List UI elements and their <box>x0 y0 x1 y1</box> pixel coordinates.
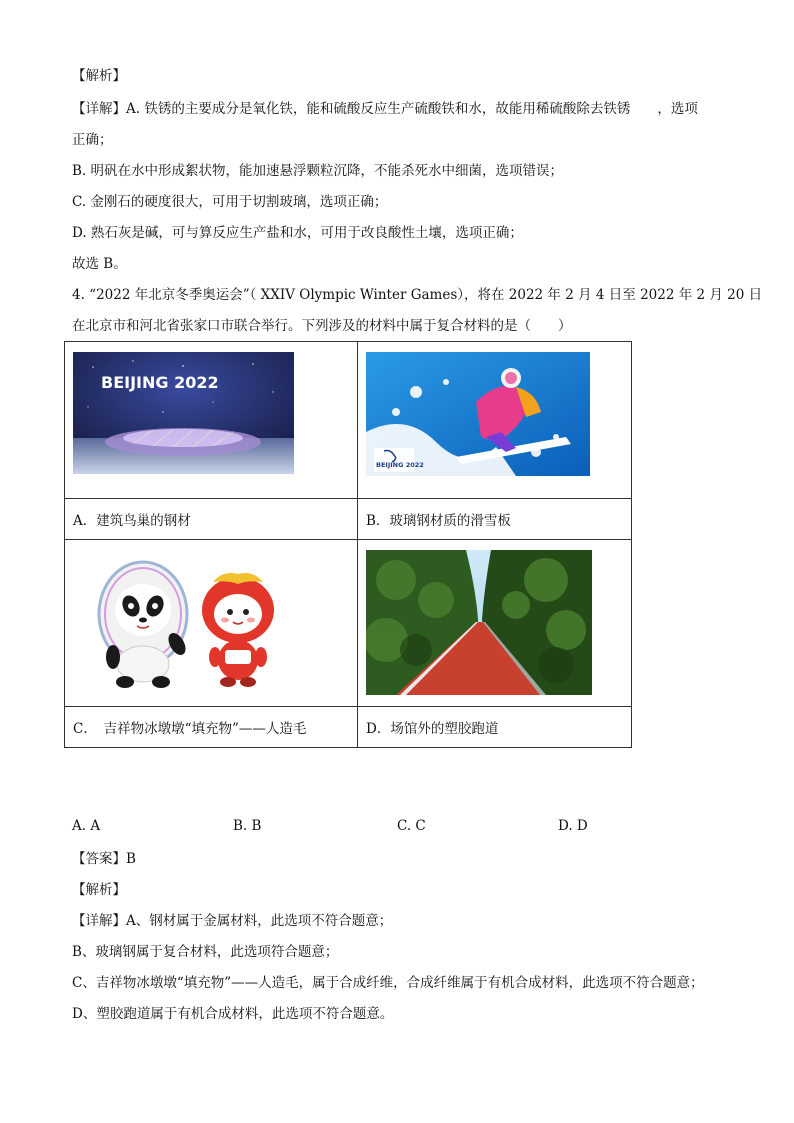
choice-a[interactable]: A. A <box>72 818 101 834</box>
choice-b[interactable]: B. B <box>233 818 262 834</box>
detail-answer-a: 【详解】A、钢材属于金属材料，此选项不符合题意； <box>72 913 393 929</box>
detail-line-a: 【详解】A. 铁锈的主要成分是氧化铁，能和硫酸反应生产硫酸铁和水，故能用稀硫酸除去铁锈 ，选项 <box>72 101 698 117</box>
detail-answer-d: D、塑胶跑道属于有机合成材料，此选项不符合题意。 <box>72 1006 394 1022</box>
detail-line-b: B. 明矾在水中形成絮状物，能加速悬浮颗粒沉降，不能杀死水中细菌，选项错误； <box>72 163 564 179</box>
detail-line-c: C. 金刚石的硬度很大，可用于切割玻璃，选项正确； <box>72 194 388 210</box>
option-a-image-cell <box>65 342 358 499</box>
option-b-caption: B．玻璃钢材质的滑雪板 <box>366 513 511 529</box>
option-d-caption: D．场馆外的塑胶跑道 <box>366 721 499 737</box>
analysis-heading: 【解析】 <box>72 68 126 84</box>
choice-d[interactable]: D. D <box>558 818 588 834</box>
detail-answer-b: B、玻璃钢属于复合材料，此选项符合题意； <box>72 944 339 960</box>
option-c-image-cell <box>65 540 358 707</box>
snowboarder-image <box>366 352 590 476</box>
option-d-caption-cell <box>358 707 632 748</box>
detail-line-d: D. 熟石灰是碱，可与算反应生产盐和水，可用于改良酸性土壤，选项正确； <box>72 225 523 241</box>
beijing-2022-logo-text: BEIJING 2022 <box>101 373 219 392</box>
option-b-image-cell <box>358 342 632 499</box>
option-c-caption: C． 吉祥物冰墩墩“填充物”——人造毛 <box>73 721 307 737</box>
choice-c[interactable]: C. C <box>397 818 426 834</box>
mascots-image <box>73 552 298 692</box>
birds-nest-night-image <box>73 352 294 474</box>
option-a-caption-cell <box>65 499 358 540</box>
running-track-image <box>366 550 592 695</box>
question-4-line2: 在北京市和河北省张家口市联合举行。下列涉及的材料中属于复合材料的是（ ） <box>72 318 572 334</box>
question-4-line1: 4. “2022 年北京冬季奥运会”（ XXIV Olympic Winter Games），将在 2022 年 2 月 4 日至 2022 年 2 月 20 日 <box>72 287 763 303</box>
detail-answer-c: C、吉祥物冰墩墩“填充物”——人造毛，属于合成纤维，合成纤维属于有机合成材料，此选项不符合题意； <box>72 975 704 991</box>
conclusion: 故选 B。 <box>72 256 127 272</box>
detail-line-a-cont: 正确； <box>72 132 113 148</box>
options-table <box>64 341 632 748</box>
option-c-caption-cell <box>65 707 358 748</box>
option-b-caption-cell <box>358 499 632 540</box>
analysis-heading-2: 【解析】 <box>72 882 126 898</box>
answer-line: 【答案】B <box>72 851 136 867</box>
option-d-image-cell <box>358 540 632 707</box>
option-a-caption: A．建筑鸟巢的钢材 <box>73 513 191 529</box>
beijing-2022-emblem-text: BEIJING 2022 <box>376 461 424 469</box>
